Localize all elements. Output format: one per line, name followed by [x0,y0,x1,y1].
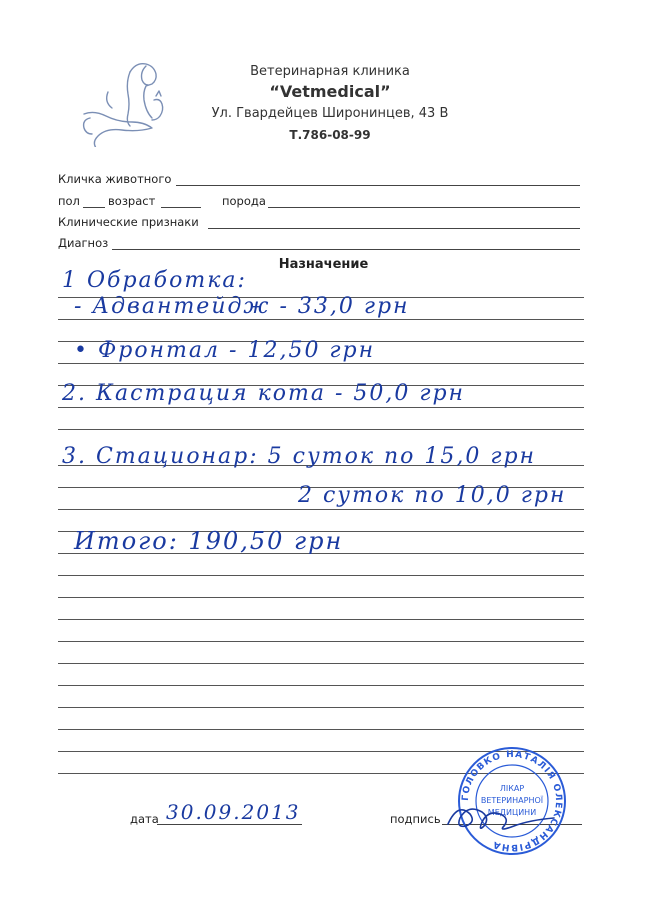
ruled-line [58,319,584,320]
ruled-line [58,663,584,664]
date-label: дата [130,812,159,826]
diagnosis-label: Диагноз [58,236,109,250]
date-line [157,824,302,825]
handwritten-line-6: 2 суток по 10,0 грн [298,483,567,508]
handwritten-line-4: 2. Кастрация кота - 50,0 грн [62,381,466,406]
handwritten-line-3: • Фронтал - 12,50 грн [74,338,376,363]
ruled-line [58,363,584,364]
ruled-line [58,509,584,510]
sex-label: пол [58,194,80,208]
stamp-center-line-1: ЛІКАР [499,784,525,793]
ruled-line [58,707,584,708]
clinical-signs-label: Клинические признаки [58,215,199,229]
age-label: возраст [108,194,156,208]
signature-label: подпись [390,812,441,826]
stamp-ring-text: ГОЛОВКО НАТАЛІЯ ОЛЕКСАНДРІВНА [460,749,564,853]
handwritten-line-5: 3. Стационар: 5 суток по 15,0 грн [62,444,537,469]
total-line: Итого: 190,50 грн [74,527,344,555]
stamp-center-line-2: ВЕТЕРИНАРНОЇ [480,796,544,805]
ruled-line [58,641,584,642]
prescription-title: Назначение [278,257,369,272]
ruled-line [58,619,584,620]
clinic-logo-icon [78,52,178,147]
ruled-line [58,597,584,598]
ruled-line [58,685,584,686]
ruled-line [58,729,584,730]
stamp-center-line-3: МЕДИЦИНИ [487,808,537,817]
pet-name-line [176,185,580,186]
clinical-signs-line [208,228,580,229]
clinic-name: “Vetmedical” [269,82,391,101]
date-value: 30.09.2013 [166,800,301,824]
sex-line [83,207,105,208]
breed-line [268,207,580,208]
ruled-line [58,407,584,408]
clinic-phone: Т.786-08-99 [289,128,371,142]
signature-scribble [440,790,580,840]
clinic-address: Ул. Гвардейцев Широнинцев, 43 В [211,106,449,121]
ruled-line [58,429,584,430]
handwritten-line-2: - Адвантейдж - 33,0 грн [74,294,410,319]
breed-label: порода [222,194,266,208]
clinic-type: Ветеринарная клиника [250,64,410,79]
diagnosis-line [112,249,580,250]
age-line [161,207,201,208]
pet-name-label: Кличка животного [58,172,172,186]
handwritten-line-1: 1 Обработка: [62,268,247,293]
ruled-line [58,575,584,576]
